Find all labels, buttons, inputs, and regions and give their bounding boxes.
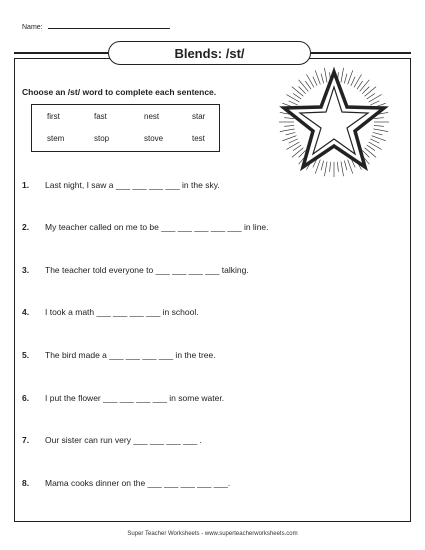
question-text: Last night, I saw a ___ ___ ___ ___ in the sky. — [45, 180, 220, 190]
question-number: 5. — [22, 350, 30, 360]
footer-credit: Super Teacher Worksheets - www.superteacherworksheets.com — [127, 531, 298, 537]
question-number: 1. — [22, 180, 30, 190]
title-bar-left — [14, 52, 108, 54]
question-text: I took a math ___ ___ ___ ___ in school. — [45, 307, 199, 317]
question-text: I put the flower ___ ___ ___ ___ in some water. — [45, 393, 225, 403]
word-bank-item: stem — [47, 134, 65, 143]
question-number: 4. — [22, 307, 30, 317]
question-number: 3. — [22, 265, 30, 275]
question-number: 6. — [22, 393, 30, 403]
title-banner — [108, 41, 311, 65]
question-number: 7. — [22, 435, 30, 445]
name-blank — [48, 22, 170, 29]
instructions: Choose an /st/ word to complete each sentence. — [22, 87, 217, 97]
word-bank-item: nest — [144, 112, 160, 121]
word-bank-item: test — [192, 134, 205, 143]
page-title: Blends: /st/ — [174, 45, 245, 61]
word-bank-item: fast — [94, 112, 107, 121]
star-icon — [278, 66, 390, 178]
word-bank-item: star — [192, 112, 206, 121]
word-bank-item: first — [47, 112, 60, 121]
question-text: The teacher told everyone to ___ ___ ___ ___ talking. — [45, 265, 249, 275]
question-number: 8. — [22, 478, 30, 488]
word-bank — [31, 104, 220, 152]
title-bar-right — [311, 52, 411, 54]
question-text: Mama cooks dinner on the ___ ___ ___ ___ ___. — [45, 478, 231, 488]
question-text: My teacher called on me to be ___ ___ ___ ___ ___ in line. — [45, 222, 269, 232]
word-bank-item: stop — [94, 134, 110, 143]
question-number: 2. — [22, 222, 30, 232]
name-label: Name: — [22, 24, 43, 31]
name-field-row — [22, 22, 170, 31]
question-text: Our sister can run very ___ ___ ___ ___ . — [45, 435, 202, 445]
word-bank-item: stove — [144, 134, 164, 143]
question-text: The bird made a ___ ___ ___ ___ in the tree. — [45, 350, 216, 360]
